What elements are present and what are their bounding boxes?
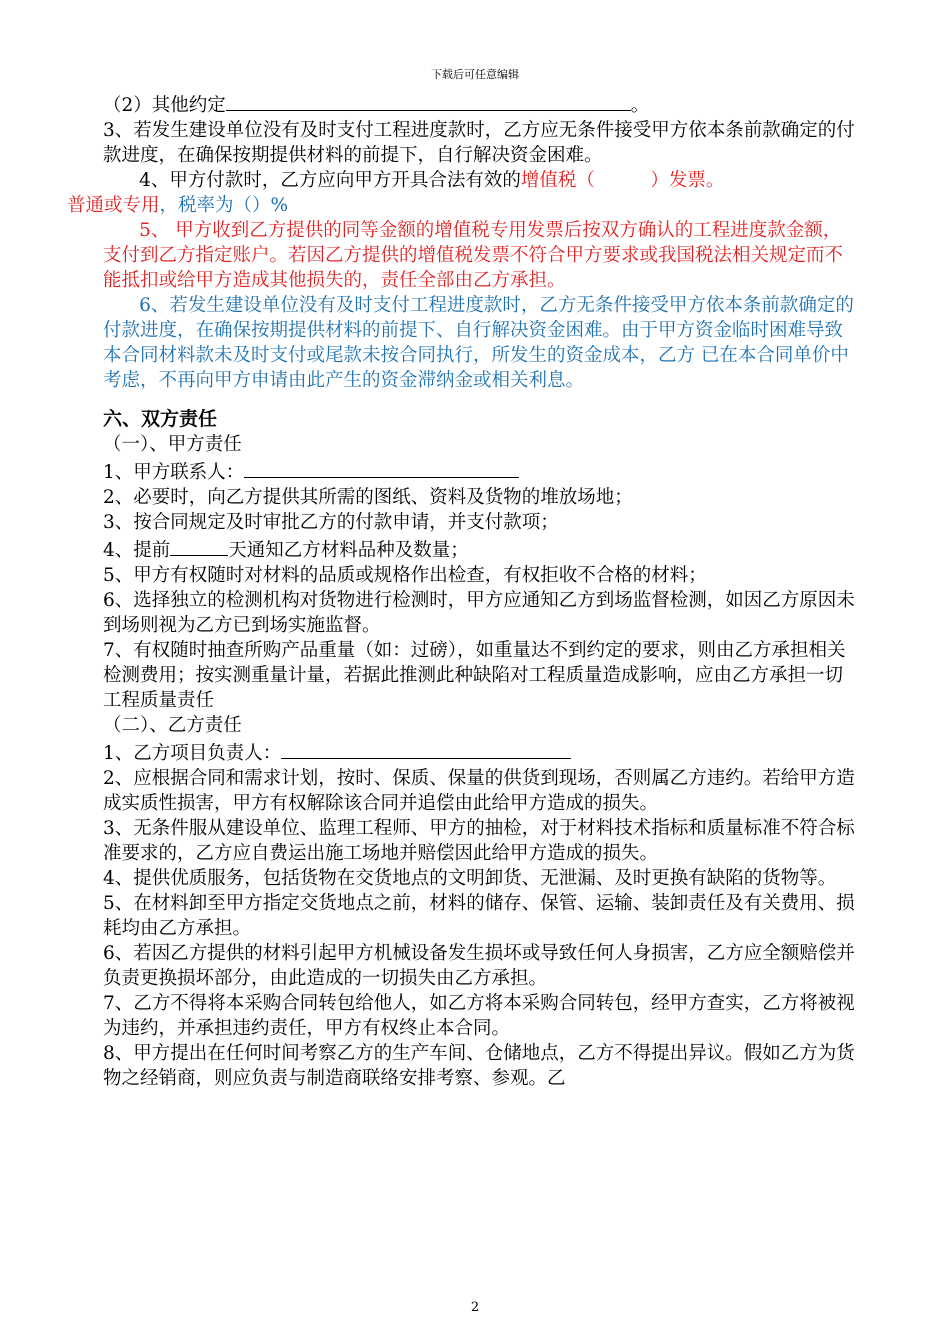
days-blank bbox=[170, 535, 228, 556]
party-b-item-1 bbox=[103, 738, 855, 766]
party-a-item-2: 2、必要时，向乙方提供其所需的图纸、资料及货物的堆放场地； bbox=[103, 487, 633, 508]
party-a-item-3: 3、按合同规定及时审批乙方的付款申请，并支付款项； bbox=[103, 512, 559, 533]
party-b-item-8: 8、甲方提出在任何时间考察乙方的生产车间、仓储地点，乙方不得提出异议。假如乙方为货物之经销商，则应负责与制造商联络安排考察、参观。乙 bbox=[103, 1043, 855, 1089]
party-b-item-4: 4、提供优质服务，包括货物在交货地点的文明卸货、无泄漏、及时更换有缺陷的货物等。 bbox=[103, 868, 837, 889]
clause-6: 6、若发生建设单位没有及时支付工程进度款时，乙方无条件接受甲方依本条前款确定的付款进度，在确保按期提供材料的前提下、自行解决资金困难。由于甲方资金临时困难导致本合同材料款未及时支付或尾款未按合同执行，所发生的资金成本，乙方 已在本合同单价中考虑，不再向甲方申请由此产生的资金滞纳金或相关利息。 bbox=[103, 295, 854, 391]
party-b-item-2: 2、应根据合同和需求计划，按时、保质、保量的供货到现场，否则属乙方违约。若给甲方造成实质性损害，甲方有权解除该合同并追偿由此给甲方造成的损失。 bbox=[103, 768, 855, 814]
clause-3: 3、若发生建设单位没有及时支付工程进度款时，乙方应无条件接受甲方依本条前款确定的付款进度，在确保按期提供材料的前提下，自行解决资金困难。 bbox=[103, 120, 855, 166]
party-a-item-5: 5、甲方有权随时对材料的品质或规格作出检查，有权拒收不合格的材料； bbox=[103, 565, 707, 586]
party-a-title: （一）、甲方责任 bbox=[103, 434, 242, 455]
period: 。 bbox=[630, 95, 650, 116]
party-a-contact-label: 1、甲方联系人： bbox=[103, 462, 245, 483]
party-a-item-4 bbox=[103, 535, 855, 563]
other-agreement-label: （2）其他约定 bbox=[103, 95, 226, 116]
party-a-item-7: 7、有权随时抽查所购产品重量（如：过磅），如重量达不到约定的要求，则由乙方承担相关检测费用；按实测重量计量，若据此推测此种缺陷对工程质量造成影响，应由乙方承担一切工程质量责任 bbox=[103, 640, 846, 711]
party-b-item-6: 6、若因乙方提供的材料引起甲方机械设备发生损坏或导致任何人身损害，乙方应全额赔偿并负责更换损坏部分，由此造成的一切损失由乙方承担。 bbox=[103, 943, 855, 989]
clause-4-invoice-type: 普通或专用 bbox=[66, 195, 160, 216]
clause-4-invoice: 增值税（ ）发票。 bbox=[520, 170, 725, 191]
other-agreement-blank bbox=[226, 90, 631, 111]
clause-5: 5、 甲方收到乙方提供的同等金额的增值税专用发票后按双方确认的工程进度款金额，支付到乙方指定账户。若因乙方提供的增值税发票不符合甲方要求或我国税法相关规定而不能抵扣或给甲方造成其他损失的，责任全部由乙方承担。 bbox=[103, 220, 844, 291]
party-a-item-4-pre: 4、提前 bbox=[103, 540, 171, 561]
party-a-contact-blank bbox=[244, 457, 519, 478]
party-b-item-7: 7、乙方不得将本采购合同转包给他人，如乙方将本采购合同转包，经甲方查实，乙方将被视为违约，并承担违约责任，甲方有权终止本合同。 bbox=[103, 993, 855, 1039]
clause-4-text: 4、甲方付款时，乙方应向甲方开具合法有效的 bbox=[139, 170, 521, 191]
other-agreement-line bbox=[103, 90, 855, 118]
clause-4-tax-rate: ，税率为（）% bbox=[159, 195, 289, 216]
party-b-manager-blank bbox=[281, 738, 571, 759]
party-b-item-5: 5、在材料卸至甲方指定交货地点之前，材料的储存、保管、运输、装卸责任及有关费用、损耗均由乙方承担。 bbox=[103, 893, 855, 939]
clause-4 bbox=[66, 168, 855, 218]
party-a-item-1 bbox=[103, 457, 855, 485]
party-a-item-6: 6、选择独立的检测机构对货物进行检测时，甲方应通知乙方到场监督检测，如因乙方原因未到场则视为乙方已到场实施监督。 bbox=[103, 590, 855, 636]
party-b-item-3: 3、无条件服从建设单位、监理工程师、甲方的抽检，对于材料技术指标和质量标准不符合标准要求的，乙方应自费运出施工场地并赔偿因此给甲方造成的损失。 bbox=[103, 818, 855, 864]
page-number: 2 bbox=[470, 1300, 480, 1315]
party-a-item-4-post: 天通知乙方材料品种及数量； bbox=[228, 540, 469, 561]
party-b-manager-label: 1、乙方项目负责人： bbox=[103, 743, 282, 764]
document-body bbox=[66, 90, 855, 1091]
section-6-title: 六、双方责任 bbox=[103, 408, 218, 430]
page-header: 下载后可任意编辑 bbox=[431, 68, 519, 81]
party-b-title: （二）、乙方责任 bbox=[103, 715, 242, 736]
